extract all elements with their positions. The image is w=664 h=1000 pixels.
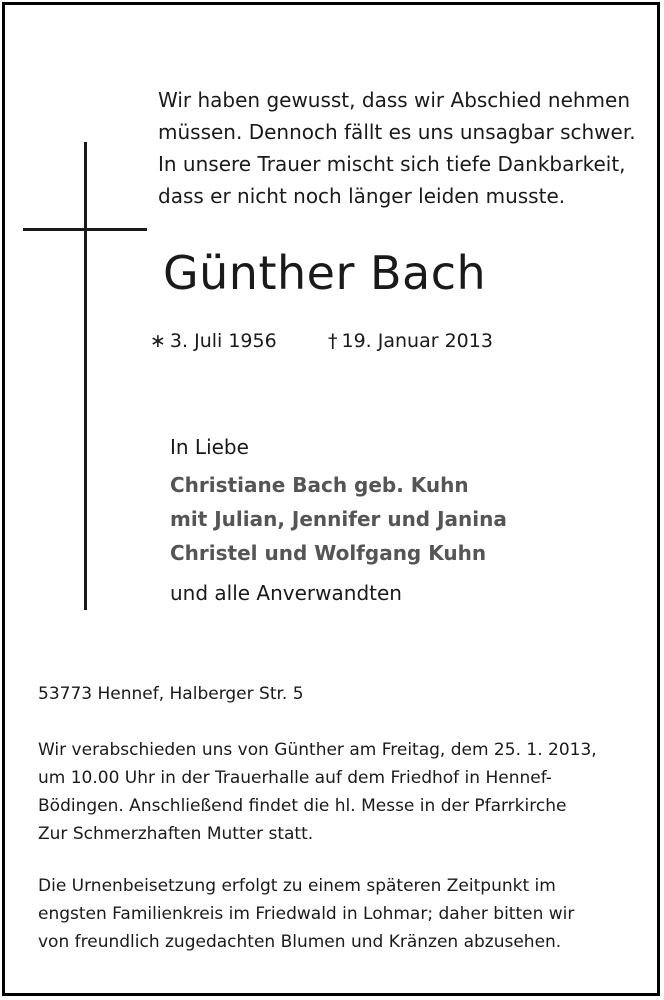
funeral-info xyxy=(38,736,638,848)
birth-date-group xyxy=(150,326,328,356)
cross-horizontal-bar xyxy=(23,228,147,231)
family-line: mit Julian, Jennifer und Janina xyxy=(170,507,507,531)
deceased-name: Günther Bach xyxy=(163,246,487,300)
family-line: Christel und Wolfgang Kuhn xyxy=(170,541,487,565)
funeral-line: Wir verabschieden uns von Günther am Freitag, dem 25. 1. 2013, xyxy=(38,740,597,760)
burial-line: engsten Familienkreis im Friedwald in Lohmar; daher bitten wir xyxy=(38,904,575,924)
intro-line: dass er nicht noch länger leiden musste. xyxy=(158,184,566,208)
cross-vertical-bar xyxy=(84,142,87,610)
mourners-block xyxy=(170,430,630,610)
burial-line: Die Urnenbeisetzung erfolgt zu einem späteren Zeitpunkt im xyxy=(38,876,556,896)
burial-line: von freundlich zugedachten Blumen und Kränzen abzusehen. xyxy=(38,932,562,952)
mourners-tail: und alle Anverwandten xyxy=(170,581,402,605)
death-date-group xyxy=(328,326,493,356)
burial-info xyxy=(38,872,638,956)
death-dagger-icon: † xyxy=(328,330,338,352)
intro-verse xyxy=(158,84,638,212)
funeral-line: Bödingen. Anschließend findet die hl. Messe in der Pfarrkirche xyxy=(38,796,567,816)
family-names xyxy=(170,468,630,570)
funeral-line: Zur Schmerzhaften Mutter statt. xyxy=(38,824,314,844)
death-date: 19. Januar 2013 xyxy=(341,330,493,352)
funeral-line: um 10.00 Uhr in der Trauerhalle auf dem Friedhof in Hennef- xyxy=(38,768,552,788)
family-line: Christiane Bach geb. Kuhn xyxy=(170,473,469,497)
birth-date: 3. Juli 1956 xyxy=(169,330,277,352)
family-address: 53773 Hennef, Halberger Str. 5 xyxy=(38,684,304,704)
intro-line: In unsere Trauer mischt sich tiefe Dankbarkeit, xyxy=(158,152,626,176)
mourners-lead: In Liebe xyxy=(170,435,249,459)
intro-line: müssen. Dennoch fällt es uns unsagbar schwer. xyxy=(158,120,636,144)
intro-line: Wir haben gewusst, dass wir Abschied nehmen xyxy=(158,88,631,112)
life-dates xyxy=(150,326,493,356)
birth-star-icon: ∗ xyxy=(150,330,166,352)
